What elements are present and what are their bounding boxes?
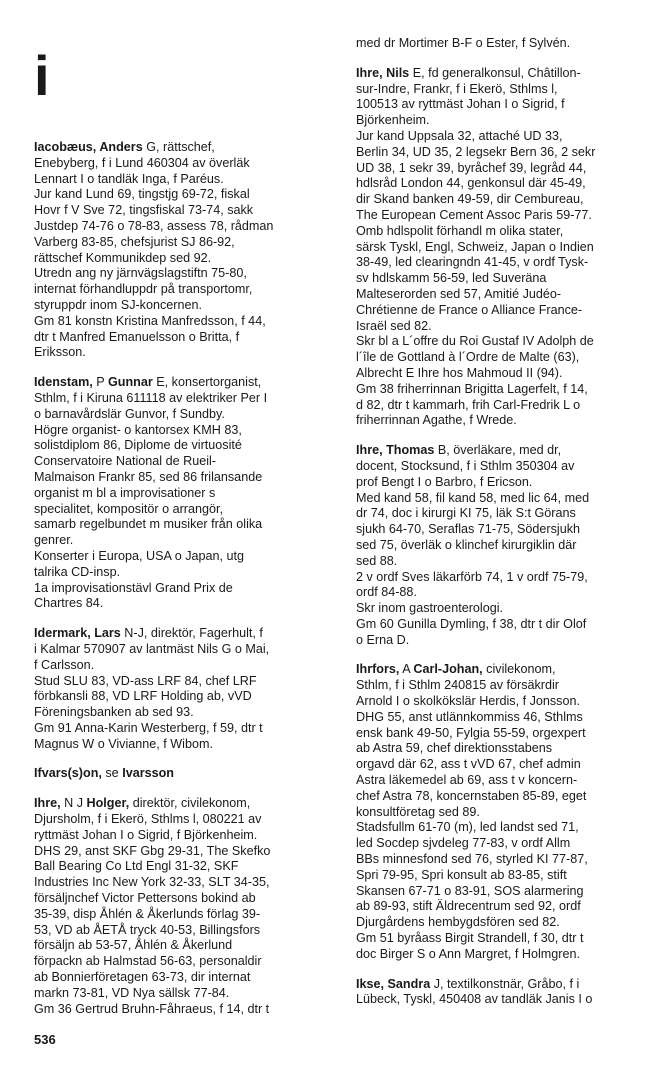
entry-line: Malteserorden sed 57, Amitié Judéo-	[356, 286, 562, 301]
right-column	[356, 36, 652, 1022]
entry-line	[34, 766, 330, 782]
entry-line: sur-Indre, Frankr, f i Ekerö, Sthlms l,	[356, 81, 558, 96]
entry-line	[34, 375, 330, 391]
entry-line: Stud SLU 83, VD-ass LRF 84, chef LRF	[34, 673, 257, 688]
entry-line: solistdiplom 86, Diplome de virtuosité	[34, 438, 242, 453]
entry-line: prof Bengt I o Barbro, f Ericson.	[356, 474, 533, 489]
entry-line: Varberg 83-85, chefsjurist SJ 86-92,	[34, 234, 235, 249]
entry-line: 53, VD ab ÅETÅ tryck 40-53, Billingsfors	[34, 922, 261, 937]
entry-text: E, fd generalkonsul, Châtillon-	[409, 65, 581, 80]
entry-line: Högre organist- o kantorsex KMH 83,	[34, 422, 242, 437]
entry-headword: Ihre, Nils	[356, 65, 410, 80]
entry-line: docent, Stocksund, f i Sthlm 350304 av	[356, 458, 575, 473]
entry-line: d 82, dtr t kammarh, frih Carl-Fredrik L o	[356, 397, 581, 412]
entry-line: ab Bonnierföretagen 63-73, dir internat	[34, 970, 251, 985]
entry-line: orgavd där 62, ass t vVD 67, chef admin	[356, 757, 581, 772]
entry-line: sed 88.	[356, 553, 398, 568]
entry-line: sjukh 64-70, Seraflas 71-75, Södersjukh	[356, 522, 581, 537]
entry-line: Konserter i Europa, USA o Japan, utg	[34, 548, 245, 563]
entry-line: 100513 av ryttmäst Johan I o Sigrid, f	[356, 97, 565, 112]
entry-line: Lennart I o tandläk Inga, f Paréus.	[34, 171, 224, 186]
entry-headword: Ihrfors,	[356, 662, 400, 677]
entry-line: internat förhandluppdr på transportomr,	[34, 282, 253, 297]
entry-line: chef Astra 78, koncernstaben 85-89, eget	[356, 788, 587, 803]
entry-initials: N J	[60, 796, 87, 811]
entry-line: hdlsråd London 44, genkonsul där 45-49,	[356, 176, 586, 191]
entry-line: talrika CD-insp.	[34, 564, 121, 579]
page-number: 536	[34, 1032, 56, 1047]
entry-line: o Erna D.	[356, 632, 410, 647]
entry-line: i Kalmar 570907 av lantmäst Nils G o Mai,	[34, 641, 270, 656]
entry-line: Föreningsbanken ab sed 93.	[34, 705, 194, 720]
entry-line: Eriksson.	[34, 345, 86, 360]
entry-headword: Ifvars(s)on,	[34, 766, 102, 781]
entry-line: Skansen 67-71 o 83-91, SOS alarmering	[356, 883, 584, 898]
entry-initials: A	[399, 662, 414, 677]
entry-line: Astra läkemedel ab 69, ass t v koncern-	[356, 773, 578, 788]
entry-line: Berlin 34, UD 35, 2 legsekr Bern 36, 2 sekr	[356, 144, 596, 159]
entry-line: Israël sed 82.	[356, 318, 432, 333]
entry-text: civilekonom,	[482, 662, 556, 677]
entry-line: Djurgårdens hembygdsfören sed 82.	[356, 915, 560, 930]
entry-line: Industries Inc New York 32-33, SLT 34-35,	[34, 875, 270, 890]
entry-line: Björkenheim.	[356, 113, 430, 128]
entry-line: Omb hdlspolit förhandl m olika stater,	[356, 223, 564, 238]
entry-line: Djursholm, f i Ekerö, Sthlms l, 080221 av	[34, 812, 262, 827]
entry-initials: se	[101, 766, 123, 781]
entry-line: rättschef Kommunikdep sed 92.	[34, 250, 212, 265]
entry-line: 1a improvisationstävl Grand Prix de	[34, 580, 233, 595]
entry-headword: Gunnar	[107, 375, 153, 390]
entry	[356, 66, 652, 429]
section-letter: i	[34, 44, 50, 107]
entry-line: Albrecht E Ihre hos Mahmoud II (94).	[356, 365, 563, 380]
entry-line: doc Birger S o Ann Margret, f Holmgren.	[356, 946, 580, 961]
entry-line: Chartres 84.	[34, 596, 104, 611]
entry-line: Gm 36 Gertrud Bruhn-Fåhraeus, f 14, dtr t	[34, 1001, 270, 1016]
entry-line: The European Cement Assoc Paris 59-77.	[356, 207, 592, 222]
entry-line: DHG 55, anst utlännkommiss 46, Sthlms	[356, 709, 583, 724]
entry-text: J, textilkonstnär, Gråbo, f i	[430, 976, 580, 991]
entry-line: DHS 29, anst SKF Gbg 29-31, The Skefko	[34, 843, 271, 858]
entry-line: ab Astra 59, chef direktionsstabens	[356, 741, 553, 756]
entry-line: dtr t Manfred Emanuelsson o Britta, f	[34, 329, 240, 344]
entry-line: särsk Tyskl, Engl, Schweiz, Japan o Indien	[356, 239, 594, 254]
entry	[34, 766, 330, 782]
entry-line: UD 38, 1 sekr 39, byråchef 39, legråd 44,	[356, 160, 587, 175]
entry-line: dr 74, doc i kirurgi KI 75, läk S:t Görans	[356, 506, 576, 521]
entry-line: Stadsfullm 61-70 (m), led landst sed 71,	[356, 820, 579, 835]
entry-line: Spri 79-95, Spri konsult ab 83-85, stift	[356, 867, 567, 882]
entry-line: dir Skand banken 49-59, dir Cembureau,	[356, 192, 584, 207]
entry-line: Gm 91 Anna-Karin Westerberg, f 59, dtr t	[34, 720, 263, 735]
entry-text: direktör, civilekonom,	[129, 796, 251, 811]
entry-line: förpackn ab Halmstad 56-63, personaldir	[34, 954, 262, 969]
entry-headword: Ivarsson	[122, 766, 175, 781]
entry-line: Jur kand Uppsala 32, attaché UD 33,	[356, 128, 563, 143]
entry-line: förbkansli 88, VD LRF Holding ab, vVD	[34, 689, 252, 704]
entry-line: 2 v ordf Sves läkarförb 74, 1 v ordf 75-79,	[356, 569, 588, 584]
entry-text: B, överläkare, med dr,	[434, 443, 562, 458]
entry	[356, 36, 652, 52]
entry-line: BBs minnesfond sed 76, styrled KI 77-87,	[356, 852, 588, 867]
entry-line	[356, 662, 652, 678]
entry-line: Hovr f V Sve 72, tingsfiskal 73-74, sakk	[34, 203, 254, 218]
entry-line: Gm 38 friherrinnan Brigitta Lagerfelt, f 14,	[356, 381, 588, 396]
entry-line: sv hdlskamm 56-59, led Suveräna	[356, 271, 547, 286]
entry-line: Gm 51 byråass Birgit Strandell, f 30, dtr t	[356, 931, 584, 946]
entry-headword: Idenstam,	[34, 375, 93, 390]
entry-line: l´île de Gottland à l´Ordre de Malte (63),	[356, 350, 580, 365]
entry-line: ab 89-93, stift Äldrecentrum sed 92, ordf	[356, 899, 581, 914]
entry-initials: P	[92, 375, 108, 390]
entry-line: Utredn ang ny järnvägslagstiftn 75-80,	[34, 266, 247, 281]
entry-line: försäljnchef Victor Pettersons bokind ab	[34, 891, 256, 906]
entry-line: Skr inom gastroenterologi.	[356, 601, 503, 616]
entry-line	[356, 66, 652, 82]
entry-line: Sthlm, f i Sthlm 240815 av försäkrdir	[356, 678, 559, 693]
entry-line: ordf 84-88.	[356, 585, 417, 600]
entry-line: Enebyberg, f i Lund 460304 av överläk	[34, 155, 250, 170]
entry-line: led Socdep sjvdeleg 77-83, v ordf Allm	[356, 836, 571, 851]
entry-headword: Ihre, Thomas	[356, 443, 435, 458]
entry-line: o barnavårdslär Gunvor, f Sundby.	[34, 406, 225, 421]
entry-text: E, konsertorganist,	[152, 375, 262, 390]
entry-line	[34, 140, 330, 156]
entry-line: försäljn ab 53-57, Åhlén & Åkerlund	[34, 938, 233, 953]
entry	[34, 626, 330, 752]
entry-line: Ball Bearing Co Ltd Engl 31-32, SKF	[34, 859, 239, 874]
entry-headword: Ihre,	[34, 796, 61, 811]
entry	[356, 977, 652, 1009]
entry-line: sed 75, överläk o klinchef kirurgiklin där	[356, 537, 577, 552]
entry-headword: Carl-Johan,	[413, 662, 483, 677]
entry	[34, 375, 330, 612]
entry-line: genrer.	[34, 533, 74, 548]
entry	[356, 443, 652, 648]
entry-line: organist m bl a improvisationer s	[34, 485, 216, 500]
entry-headword: Idermark, Lars	[34, 626, 121, 641]
entry-line: Malmaison Frankr 85, sed 86 frilansande	[34, 469, 263, 484]
entry-line: 35-39, disp Åhlén & Åkerlunds förlag 39-	[34, 906, 261, 921]
entry-line: ensk bank 49-50, Fylgia 55-59, orgexpert	[356, 725, 586, 740]
entry-line: Conservatoire National de Rueil-	[34, 454, 217, 469]
entry-line: Jur kand Lund 69, tingstjg 69-72, fiskal	[34, 187, 250, 202]
entry-line: med dr Mortimer B-F o Ester, f Sylvén.	[356, 36, 571, 50]
entry-line: friherrinnan Agathe, f Wrede.	[356, 413, 517, 428]
entry-text: N-J, direktör, Fagerhult, f	[120, 626, 263, 641]
entry-line: specialitet, kompositör o arrangör,	[34, 501, 223, 516]
entry-text: G, rättschef,	[142, 140, 215, 154]
entry-headword: Iacobæus, Anders	[34, 140, 143, 154]
entry-line: Arnold I o skolkökslär Herdis, f Jonsson.	[356, 694, 580, 709]
entry-line	[34, 796, 330, 812]
entry-line: konsultföretag sed 89.	[356, 804, 480, 819]
entry-line: ryttmäst Johan I o Sigrid, f Björkenheim.	[34, 827, 258, 842]
entry	[356, 662, 652, 962]
entry-line: Gm 60 Gunilla Dymling, f 38, dtr t dir Olof	[356, 616, 587, 631]
entry	[34, 796, 330, 1017]
entry-headword: Holger,	[86, 796, 130, 811]
entry-line: samarb regelbundet m musiker från olika	[34, 517, 263, 532]
entry-line	[34, 626, 330, 642]
entry-line: f Carlsson.	[34, 657, 95, 672]
entry-headword: Ikse, Sandra	[356, 976, 431, 991]
entry-line: Magnus W o Vivianne, f Wibom.	[34, 736, 213, 751]
entry-line	[356, 977, 652, 993]
entry-line: Lübeck, Tyskl, 450408 av tandläk Janis I o	[356, 992, 593, 1007]
entry-line: styruppdr inom SJ-koncernen.	[34, 297, 202, 312]
entry-line: Skr bl a L´offre du Roi Gustaf IV Adolph de	[356, 334, 594, 349]
left-column	[34, 140, 330, 1031]
entry	[34, 140, 330, 361]
entry-line: Med kand 58, fil kand 58, med lic 64, med	[356, 490, 590, 505]
entry-line: Sthlm, f i Kiruna 611118 av elektriker Per I	[34, 390, 268, 405]
entry-line: Gm 81 konstn Kristina Manfredsson, f 44,	[34, 313, 266, 328]
entry-line: markn 73-81, VD Nya sällsk 77-84.	[34, 985, 230, 1000]
entry-line: Justdep 74-76 o 78-83, assess 78, rådman	[34, 218, 274, 233]
entry-line: Chrétienne de France o Alliance France-	[356, 302, 583, 317]
entry-line	[356, 443, 652, 459]
entry-line: 38-49, led clearingndn 41-45, v ordf Tysk-	[356, 255, 589, 270]
